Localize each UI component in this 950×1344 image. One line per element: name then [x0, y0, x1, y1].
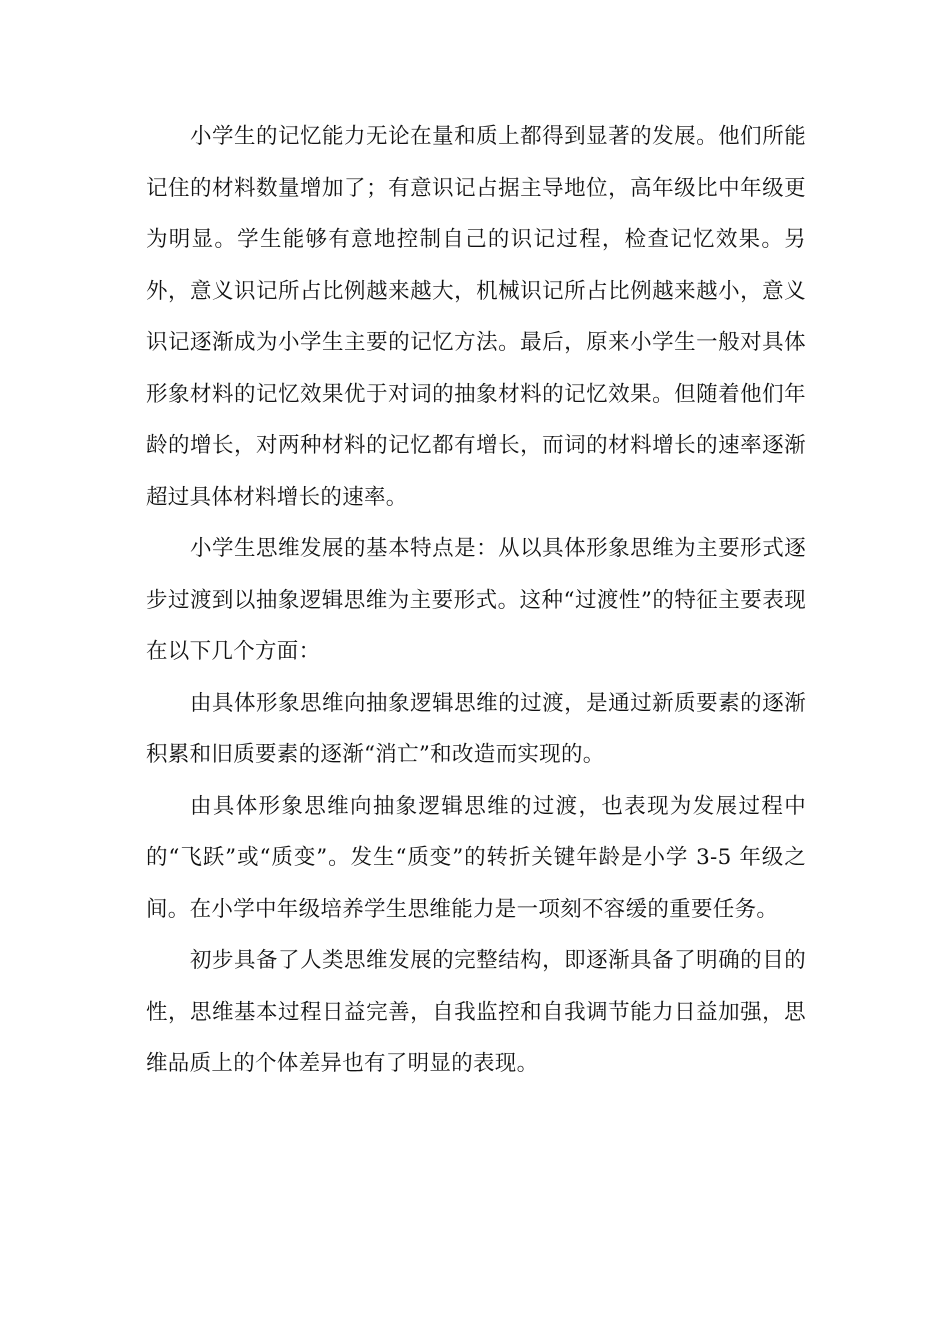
- paragraph-memory-development: 小学生的记忆能力无论在量和质上都得到显著的发展。他们所能记住的材料数量增加了；有意识记占据主导地位，高年级比中年级更为明显。学生能够有意地控制自己的识记过程，检查记忆效果。另外，意义识记所占比例越来越大，机械识记所占比例越来越小，意义识记逐渐成为小学生主要的记忆方法。最后，原来小学生一般对具体形象材料的记忆效果优于对词的抽象材料的记忆效果。但随着他们年龄的增长，对两种材料的记忆都有增长，而词的材料增长的速率逐渐超过具体材料增长的速率。: [146, 124, 806, 510]
- paragraph-transition-leap: 由具体形象思维向抽象逻辑思维的过渡，也表现为发展过程中的“飞跃”或“质变”。发生“质变”的转折关键年龄是小学 3-5 年级之间。在小学中年级培养学生思维能力是一项刻不容缓的重要任务。: [146, 793, 806, 922]
- paragraph-complete-structure: 初步具备了人类思维发展的完整结构，即逐渐具备了明确的目的性，思维基本过程日益完善，自我监控和自我调节能力日益加强，思维品质上的个体差异也有了明显的表现。: [146, 948, 806, 1076]
- paragraph-transition-accumulation: 由具体形象思维向抽象逻辑思维的过渡，是通过新质要素的逐渐积累和旧质要素的逐渐“消亡”和改造而实现的。: [146, 690, 806, 767]
- paragraph-thinking-characteristics: 小学生思维发展的基本特点是：从以具体形象思维为主要形式逐步过渡到以抽象逻辑思维为主要形式。这种“过渡性”的特征主要表现在以下几个方面：: [146, 536, 806, 664]
- document-body: [146, 111, 806, 1090]
